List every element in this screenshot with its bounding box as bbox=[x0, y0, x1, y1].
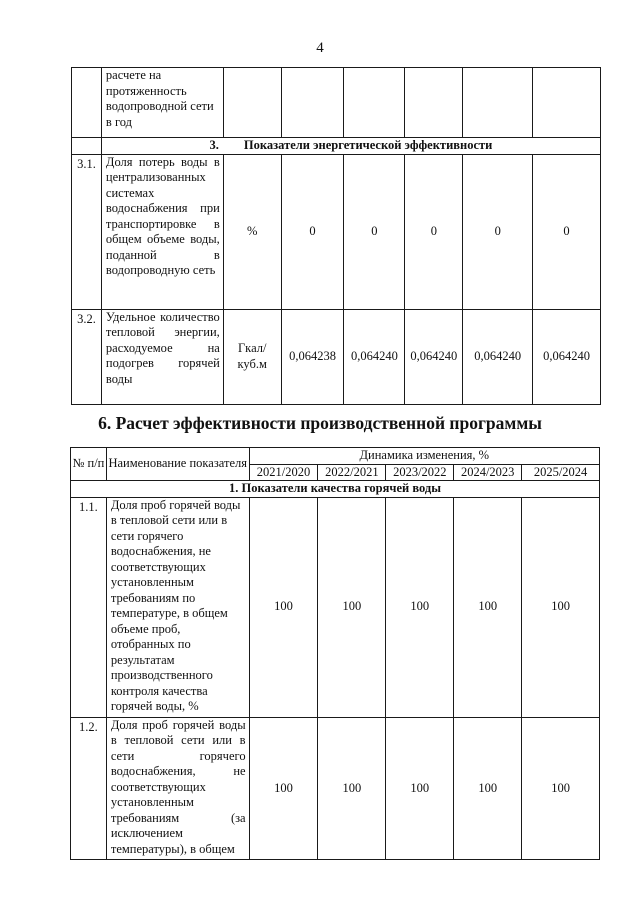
value-cell: 0 bbox=[344, 154, 405, 309]
dynamics-header: Динамика изменения, % bbox=[249, 448, 599, 465]
table-row bbox=[71, 717, 600, 860]
value-cell: 100 bbox=[454, 497, 522, 717]
row-number: 1.2. bbox=[71, 717, 107, 860]
value-cell: 100 bbox=[386, 717, 454, 860]
value-cell: 0,064240 bbox=[533, 309, 601, 404]
value-cell: 100 bbox=[249, 717, 318, 860]
indicator-name-cell bbox=[101, 68, 223, 138]
indicator-name: Удельное количество тепловой энергии, расходуемое на подогрев горячей воды bbox=[101, 309, 223, 404]
value-cell: 100 bbox=[386, 497, 454, 717]
number-header: № п/п bbox=[71, 448, 107, 481]
value-cell: 0,064240 bbox=[344, 309, 405, 404]
table-row bbox=[71, 497, 600, 717]
section-title-cell bbox=[101, 138, 600, 155]
row-number: 3.2. bbox=[72, 309, 102, 404]
value-cell: 100 bbox=[522, 497, 600, 717]
indicator-name: Доля проб горячей воды в тепловой сети или в сети горячего водоснабжения, не соответствующих установленным требованиям по температуре, в общем объеме проб, отобранных по результатам производственного контроля качества горячей воды, % bbox=[106, 497, 249, 717]
section-title: Показатели энергетической эффективности bbox=[243, 138, 493, 152]
indicator-name: Доля потерь воды в централизованных системах водоснабжения при транспортировке в общем объеме воды, поданной в водопроводную сеть bbox=[101, 154, 223, 309]
row-number: 3.1. bbox=[72, 154, 102, 309]
unit: % bbox=[223, 154, 281, 309]
year-header: 2021/2020 bbox=[249, 464, 318, 481]
value-cell: 100 bbox=[522, 717, 600, 860]
unit: Гкал/ куб.м bbox=[223, 309, 281, 404]
section-number: 3. bbox=[209, 138, 219, 152]
section-heading: 6. Расчет эффективности производственной программы bbox=[98, 413, 542, 433]
table-row bbox=[72, 309, 601, 404]
value-cell: 0 bbox=[463, 154, 533, 309]
value-cell: 100 bbox=[249, 497, 318, 717]
section-title: 1. Показатели качества горячей воды bbox=[71, 481, 600, 498]
table-row bbox=[72, 154, 601, 309]
header-row bbox=[71, 448, 600, 465]
value-cell: 0 bbox=[533, 154, 601, 309]
value-cell: 100 bbox=[318, 717, 386, 860]
value-cell: 0 bbox=[405, 154, 463, 309]
section-row bbox=[72, 138, 601, 155]
name-header: Наименование показателя bbox=[106, 448, 249, 481]
value-cell: 0,064240 bbox=[463, 309, 533, 404]
row-number-cell bbox=[72, 68, 102, 138]
row-number: 1.1. bbox=[71, 497, 107, 717]
value-cell: 100 bbox=[318, 497, 386, 717]
value-cell: 100 bbox=[454, 717, 522, 860]
value-cell: 0,064240 bbox=[405, 309, 463, 404]
production-efficiency-table bbox=[70, 447, 600, 860]
year-header: 2025/2024 bbox=[522, 464, 600, 481]
value-cell: 0,064238 bbox=[281, 309, 344, 404]
year-header: 2022/2021 bbox=[318, 464, 386, 481]
year-header: 2024/2023 bbox=[454, 464, 522, 481]
energy-efficiency-table bbox=[71, 67, 601, 405]
year-header: 2023/2022 bbox=[386, 464, 454, 481]
table-row bbox=[72, 68, 601, 138]
page-number: 4 bbox=[316, 40, 324, 56]
section-row bbox=[71, 481, 600, 498]
value-cell: 0 bbox=[281, 154, 344, 309]
indicator-name: Доля проб горячей воды в тепловой сети или в сети горячего водоснабжения, не соответствующих установленным требованиям (за исключением температуры), в общем bbox=[106, 717, 249, 860]
indicator-name: расчете на протяженность водопроводной сети в год bbox=[105, 68, 214, 129]
